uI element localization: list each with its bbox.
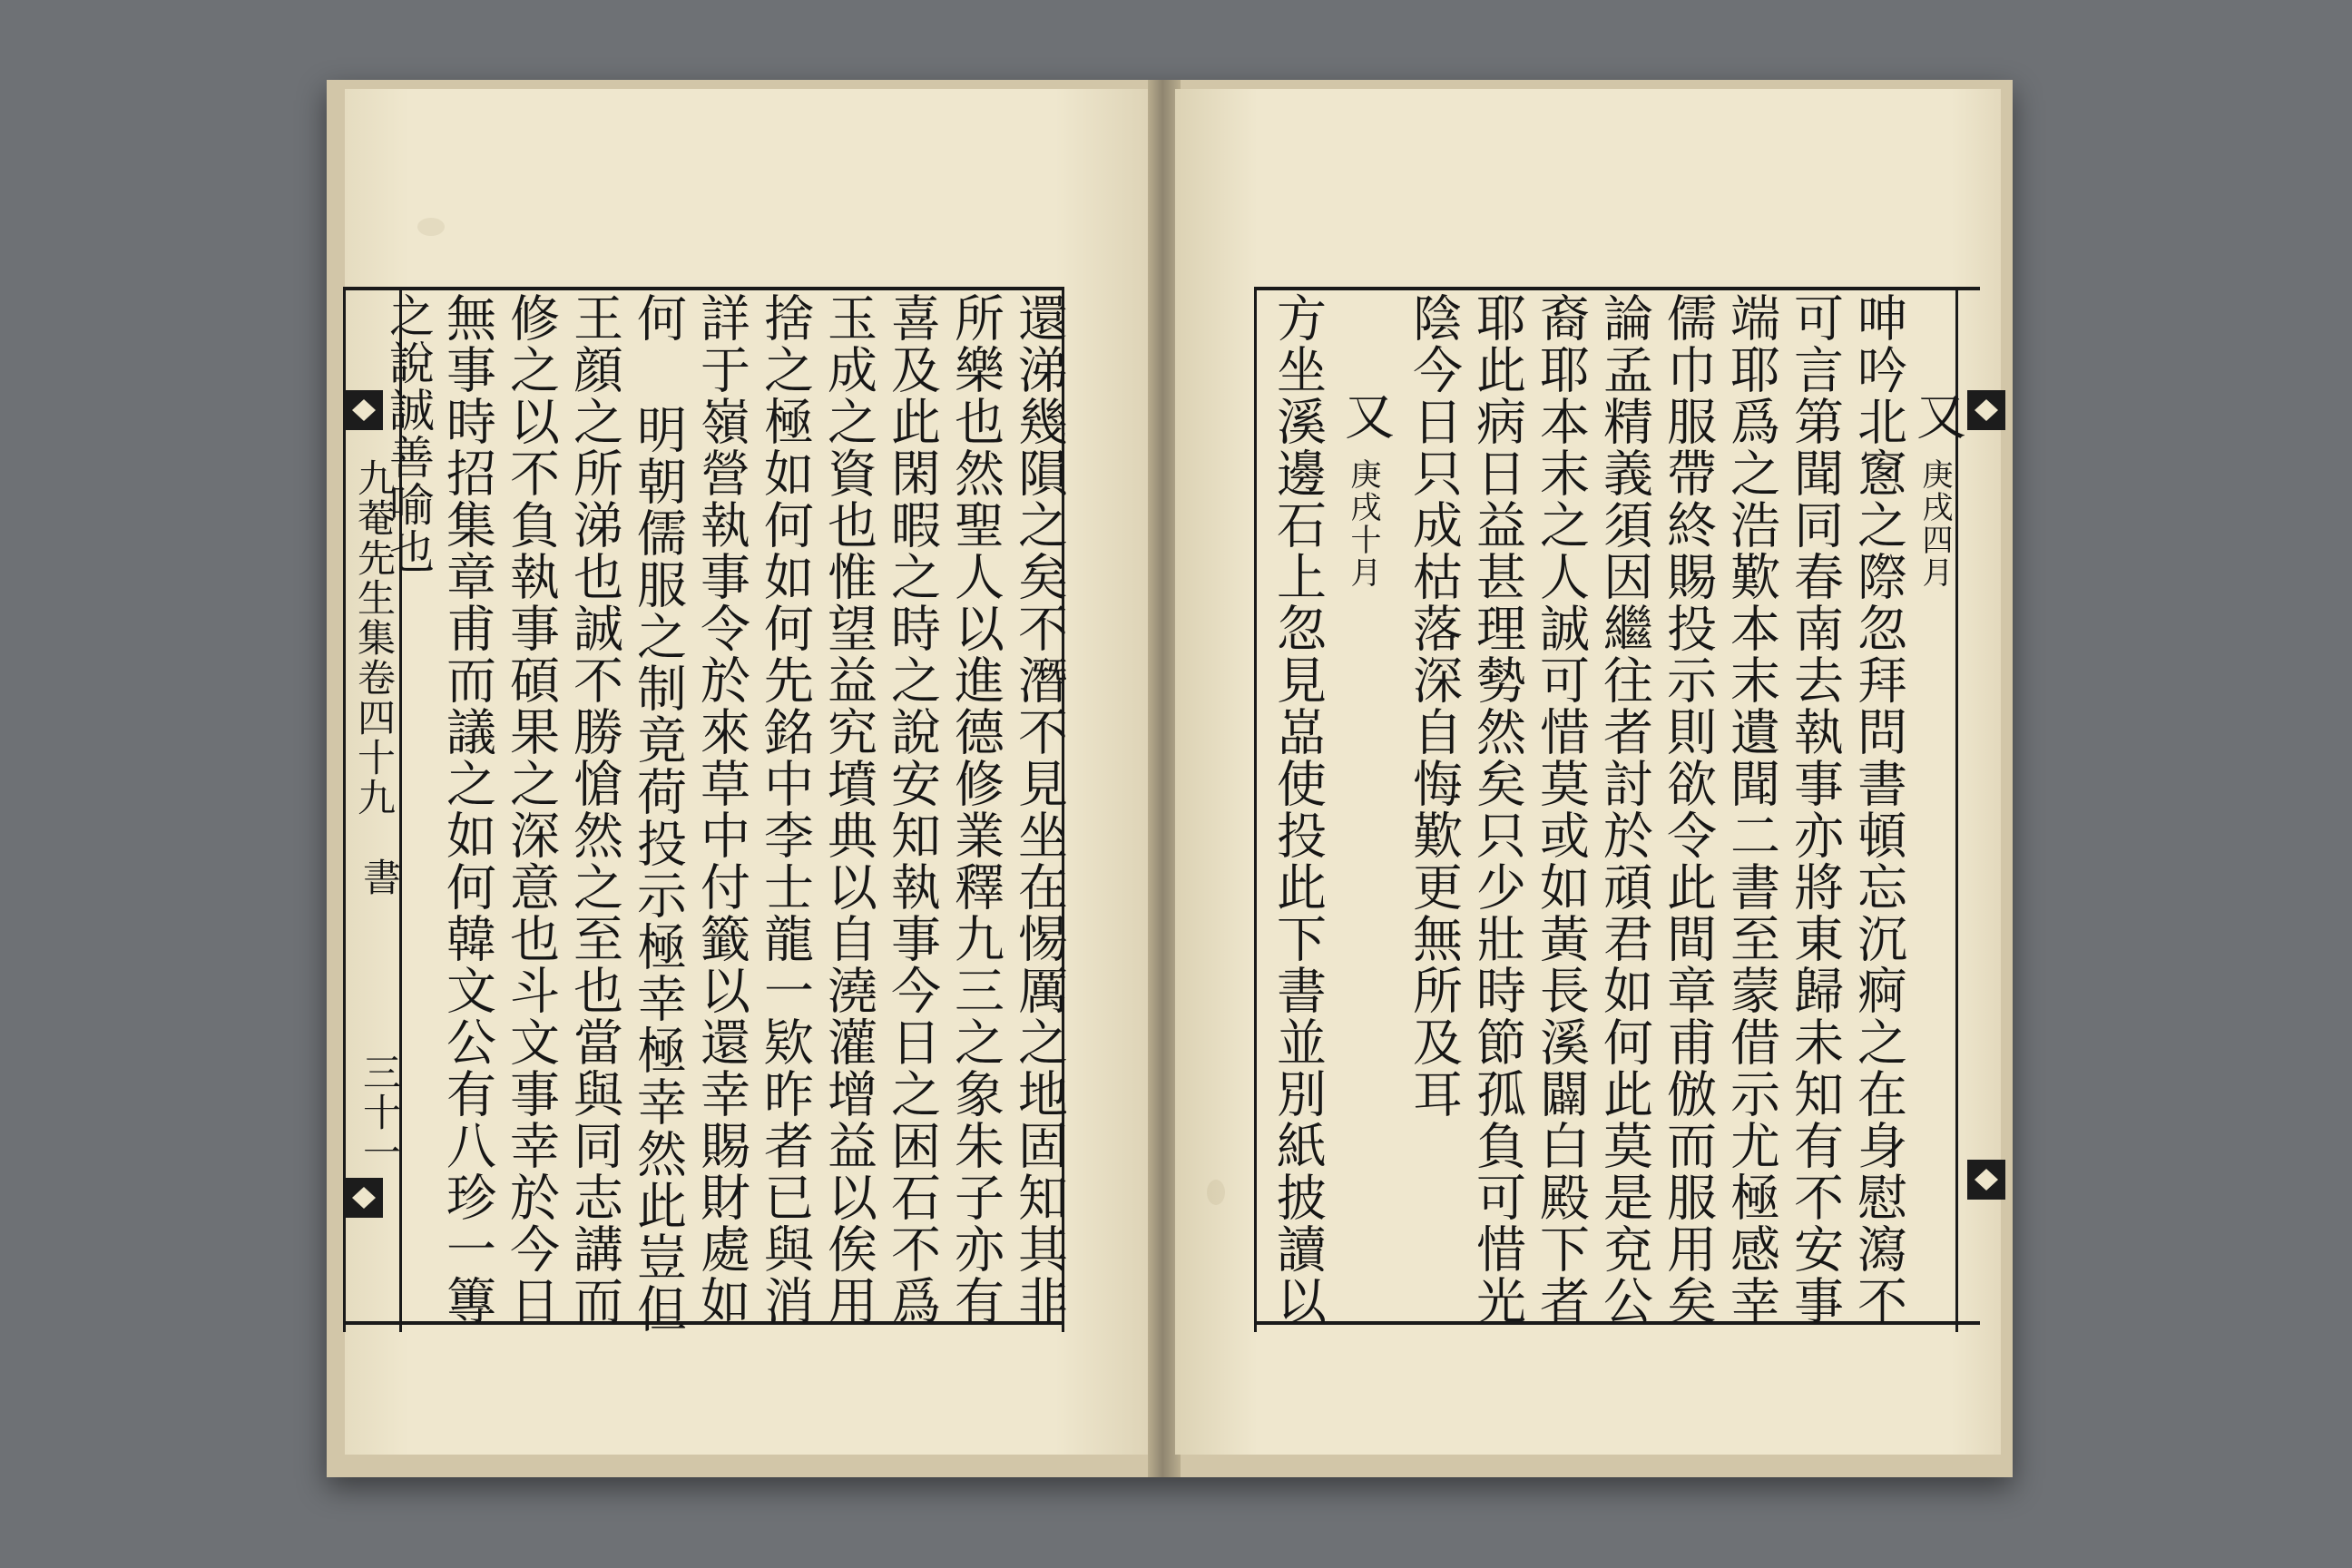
letter-date: 庚戌十月 (1345, 458, 1381, 589)
letter-date: 庚戌四月 (1916, 458, 1953, 589)
text-column: 方坐溪邊石上忽見嵓使投此下書並別紙披讀以 (1269, 292, 1327, 1327)
text-column: 還涕幾隕之矣不潛不見坐在惕厲之地固知其非 (1010, 292, 1068, 1327)
fish-tail-mark-icon (345, 1178, 383, 1218)
text-column: 喜及此閑暇之時之說安知執事今日之困石不爲 (883, 292, 941, 1327)
right-frame-top (1254, 287, 1980, 290)
section-label: 書 (358, 858, 402, 897)
text-column: 呻吟北窻之際忽拜問書頓忘沉痾之在身慰瀉不 (1849, 292, 1907, 1327)
text-column: 所樂也然聖人以進德修業釋九三之象朱子亦有 (946, 292, 1004, 1327)
fish-tail-mark-icon (1967, 390, 2005, 430)
volume-title: 九菴先生集卷四十九 (352, 458, 397, 818)
letter-heading: 又 (1908, 390, 1966, 442)
left-frame-border (343, 289, 346, 1332)
text-column: 端耶爲之浩歎本末遺聞二書至蒙借示尤極感幸 (1722, 292, 1780, 1327)
paper-stain (1207, 1180, 1225, 1205)
text-column: 陰今日只成枯落深自悔歎更無所及耳 (1405, 292, 1463, 1120)
left-frame-top (343, 287, 1064, 290)
fish-tail-mark-icon (1967, 1160, 2005, 1200)
text-column: 可言第聞同春南去執事亦將東歸未知有不安事 (1786, 292, 1844, 1327)
paper-stain (417, 218, 445, 236)
text-column: 王顔之所涕也誠不勝愴然之至也當與同志講而 (565, 292, 623, 1327)
text-column: 詳于嶺營執事令於來草中付籤以還幸賜財處如 (692, 292, 750, 1327)
folio-number: 三十一 (358, 1053, 402, 1172)
right-frame-border (1254, 289, 1257, 1332)
text-column: 捨之極如何如何先銘中李士龍一欵昨者已與消 (756, 292, 814, 1327)
text-column: 無事時招集章甫而議之如何韓文公有八珍一篿 (438, 292, 496, 1327)
right-frame-border-outer (1955, 289, 1958, 1332)
letter-heading: 又 (1337, 390, 1395, 442)
text-column: 何 明朝儒服之制竟荷投示極幸極幸然此豈但 (629, 292, 687, 1335)
text-column: 裔耶本末之人誠可惜莫或如黃長溪闢白殿下者 (1532, 292, 1590, 1327)
text-column: 耶此病日益甚理勢然矣只少壯時節孤負可惜光 (1468, 292, 1526, 1327)
text-column: 之說誠善喻也 (382, 292, 435, 575)
text-column: 修之以不負執事碩果之深意也斗文事幸於今日 (502, 292, 560, 1327)
text-column: 論孟精義須因繼往者討於頑君如何此莫是兗公 (1595, 292, 1653, 1327)
text-column: 玉成之資也惟望益究墳典以自澆灌增益以俟用 (819, 292, 877, 1327)
text-column: 儒巾服帶終賜投示則欲令此間章甫倣而服用矣 (1659, 292, 1717, 1327)
